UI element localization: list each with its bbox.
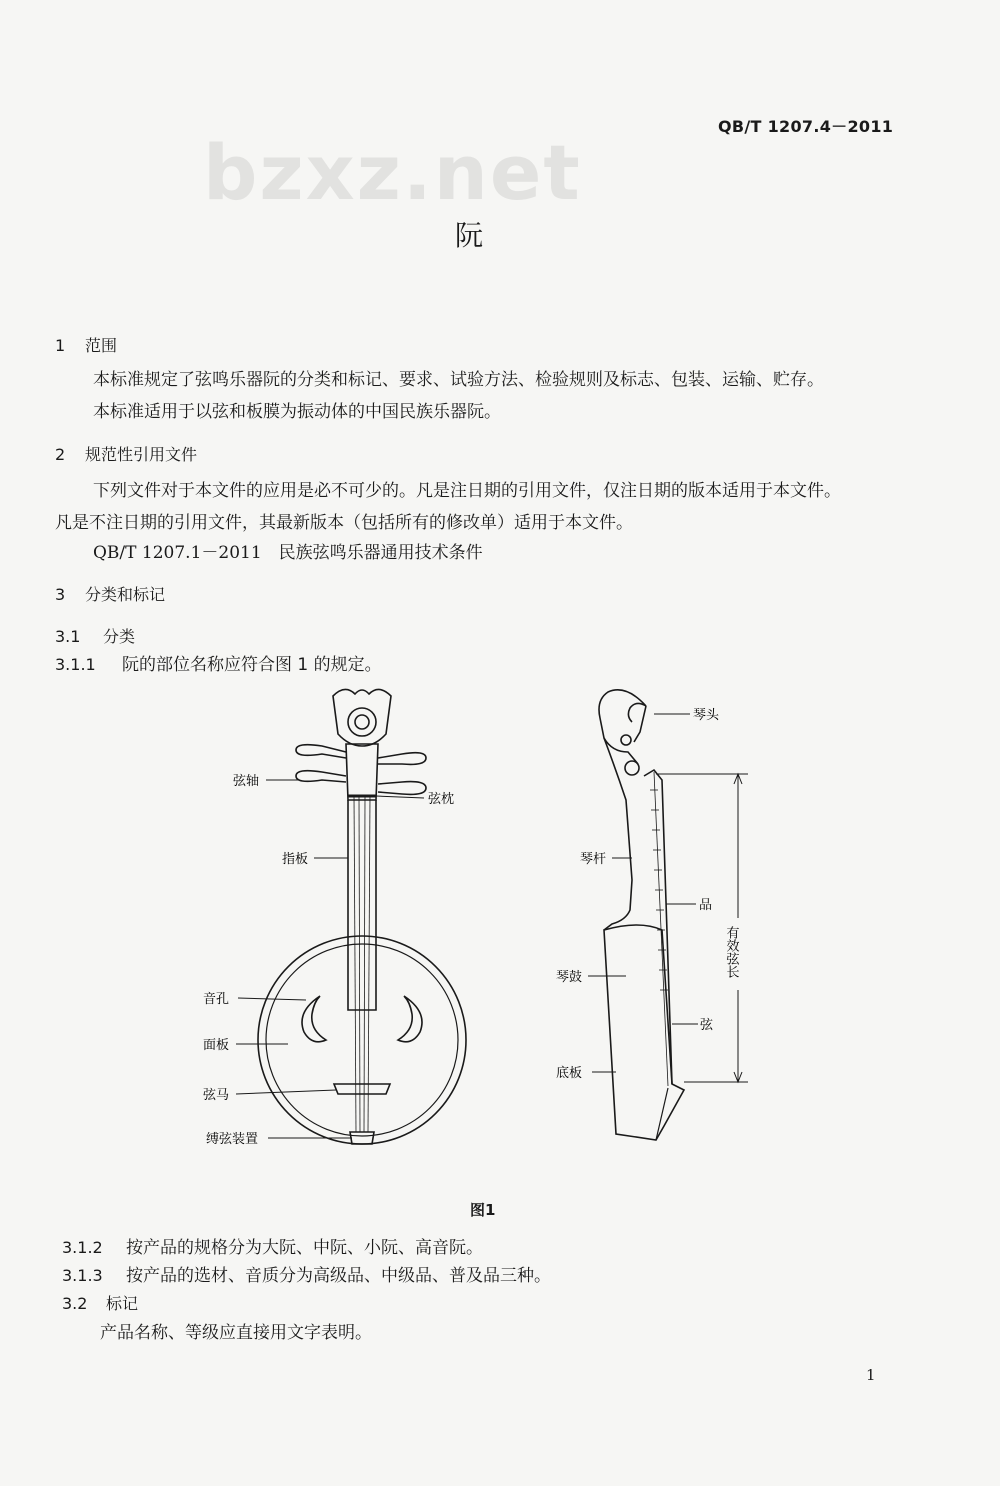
clause-number: 3.1.3 <box>62 1266 103 1285</box>
label-string: 弦 <box>700 1018 714 1033</box>
fingerboard <box>348 800 376 1010</box>
section-title: 分类和标记 <box>85 585 166 604</box>
tuning-peg-lower-right <box>378 782 426 795</box>
label-soundboard: 面板 <box>203 1038 230 1053</box>
section-title: 规范性引用文件 <box>85 445 198 464</box>
clause-text: 阮的部位名称应符合图 1 的规定。 <box>122 655 382 675</box>
section-title: 标记 <box>106 1294 139 1313</box>
label-body: 琴鼓 <box>556 970 583 985</box>
section-1-paragraph-1: 本标准规定了弦鸣乐器阮的分类和标记、要求、试验方法、检验规则及标志、包装、运输、贮存。 <box>93 370 824 390</box>
section-2-paragraph-line-2: 凡是不注日期的引用文件，其最新版本（包括所有的修改单）适用于本文件。 <box>55 513 633 533</box>
section-3-2-heading <box>62 1291 138 1314</box>
clause-3-1-3 <box>62 1261 551 1286</box>
tailpiece <box>350 1132 374 1144</box>
side-string <box>654 772 668 1086</box>
clause-text: 按产品的选材、音质分为高级品、中级品、普及品三种。 <box>126 1266 551 1286</box>
sound-hole-left <box>302 996 326 1042</box>
section-title: 分类 <box>103 627 136 646</box>
tuning-peg-lower-left <box>296 771 346 782</box>
clause-number: 3.1.2 <box>62 1238 103 1257</box>
normative-reference: QB/T 1207.1－2011 民族弦鸣乐器通用技术条件 <box>93 543 483 563</box>
label-bridge: 弦马 <box>203 1088 230 1103</box>
label-scale-length: 有效弦长 <box>723 926 739 978</box>
ruan-body-inner <box>266 944 458 1136</box>
clause-number: 3.1.1 <box>55 655 96 674</box>
side-body <box>604 925 684 1140</box>
section-1-paragraph-2: 本标准适用于以弦和板膜为振动体的中国民族乐器阮。 <box>93 402 501 422</box>
ruan-body-outer <box>258 936 466 1144</box>
label-head: 琴头 <box>693 708 720 723</box>
section-2-paragraph-line-1: 下列文件对于本文件的应用是必不可少的。凡是注日期的引用文件，仅注日期的版本适用于本文件。 <box>93 481 841 501</box>
label-neck: 琴杆 <box>580 852 607 867</box>
side-neck-front <box>644 770 672 1084</box>
section-title: 范围 <box>85 336 118 355</box>
section-number: 2 <box>55 445 66 464</box>
label-back: 底板 <box>556 1066 583 1081</box>
section-number: 3 <box>55 585 66 604</box>
label-tailpiece: 缚弦装置 <box>206 1132 259 1147</box>
side-neck-back <box>604 738 632 930</box>
label-sound-hole: 音孔 <box>203 992 230 1007</box>
figure-caption: 图1 <box>470 1201 496 1219</box>
clause-text: 按产品的规格分为大阮、中阮、小阮、高音阮。 <box>126 1238 483 1258</box>
section-number: 3.1 <box>55 627 81 646</box>
pegbox <box>346 744 378 800</box>
watermark: bzxz.net <box>203 128 582 217</box>
section-3-2-text: 产品名称、等级应直接用文字表明。 <box>100 1323 372 1343</box>
page-number: 1 <box>866 1366 876 1384</box>
head-ornament-emblem <box>348 708 376 736</box>
tuning-peg-upper-right <box>378 753 426 765</box>
tuning-peg-upper-left <box>296 745 346 758</box>
document-number: QB/T 1207.4－2011 <box>718 117 894 136</box>
label-fingerboard: 指板 <box>282 852 309 867</box>
side-head-scroll <box>599 690 646 764</box>
label-nut: 弦枕 <box>428 792 455 807</box>
section-number: 1 <box>55 336 66 355</box>
label-fret: 品 <box>699 898 713 913</box>
side-peg-2 <box>625 761 639 775</box>
page-title: 阮 <box>455 219 484 252</box>
side-peg-1 <box>621 735 631 745</box>
label-tuning-peg: 弦轴 <box>233 774 260 789</box>
ruan-head-ornament <box>333 689 391 746</box>
section-number: 3.2 <box>62 1294 88 1313</box>
clause-3-1-2 <box>62 1233 483 1258</box>
sound-hole-right <box>398 996 422 1042</box>
bridge <box>334 1084 390 1094</box>
